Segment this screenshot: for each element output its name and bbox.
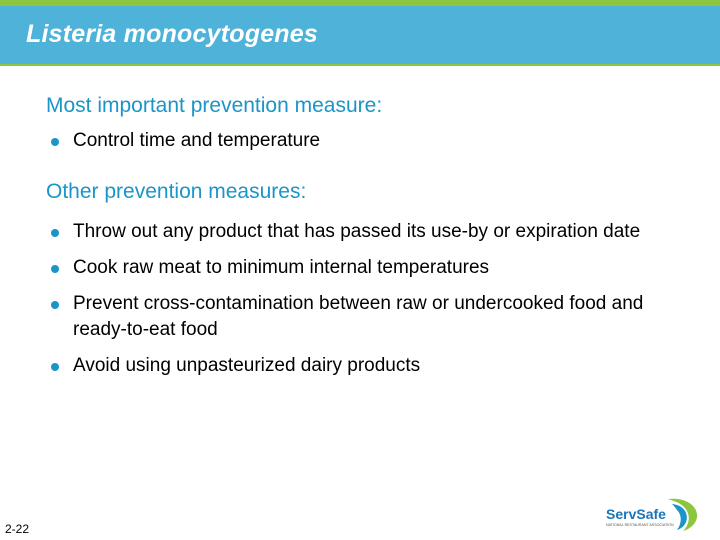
list-item-text: Control time and temperature <box>73 130 321 151</box>
slide-title: Listeria monocytogenes <box>26 20 318 48</box>
primary-heading: Most important prevention measure: <box>46 94 383 117</box>
title-divider <box>0 64 720 66</box>
list-item-text: Cook raw meat to minimum internal temperatures <box>73 257 490 278</box>
secondary-list <box>46 219 696 379</box>
svg-text:ServSafe: ServSafe <box>606 506 666 522</box>
secondary-heading: Other prevention measures: <box>46 180 307 203</box>
list-item-text: Prevent cross-contamination between raw or undercooked food and ready-to-eat food <box>73 293 644 340</box>
list-item-text: Throw out any product that has passed its use-by or expiration date <box>73 221 641 242</box>
list-item <box>46 255 696 281</box>
servsafe-logo <box>598 496 702 532</box>
list-item-text: Avoid using unpasteurized dairy products <box>73 355 421 376</box>
primary-list <box>46 128 696 154</box>
title-bar <box>0 6 720 64</box>
list-item <box>46 353 696 379</box>
page-number: 2-22 <box>5 522 30 536</box>
list-item <box>46 219 696 245</box>
svg-text:NATIONAL RESTAURANT ASSOCIATIO: NATIONAL RESTAURANT ASSOCIATION <box>606 523 674 527</box>
bullet-icon <box>51 138 59 146</box>
bullet-icon <box>51 265 59 273</box>
bullet-icon <box>51 229 59 237</box>
list-item <box>46 291 696 343</box>
bullet-icon <box>51 301 59 309</box>
list-item <box>46 128 696 154</box>
bullet-icon <box>51 363 59 371</box>
